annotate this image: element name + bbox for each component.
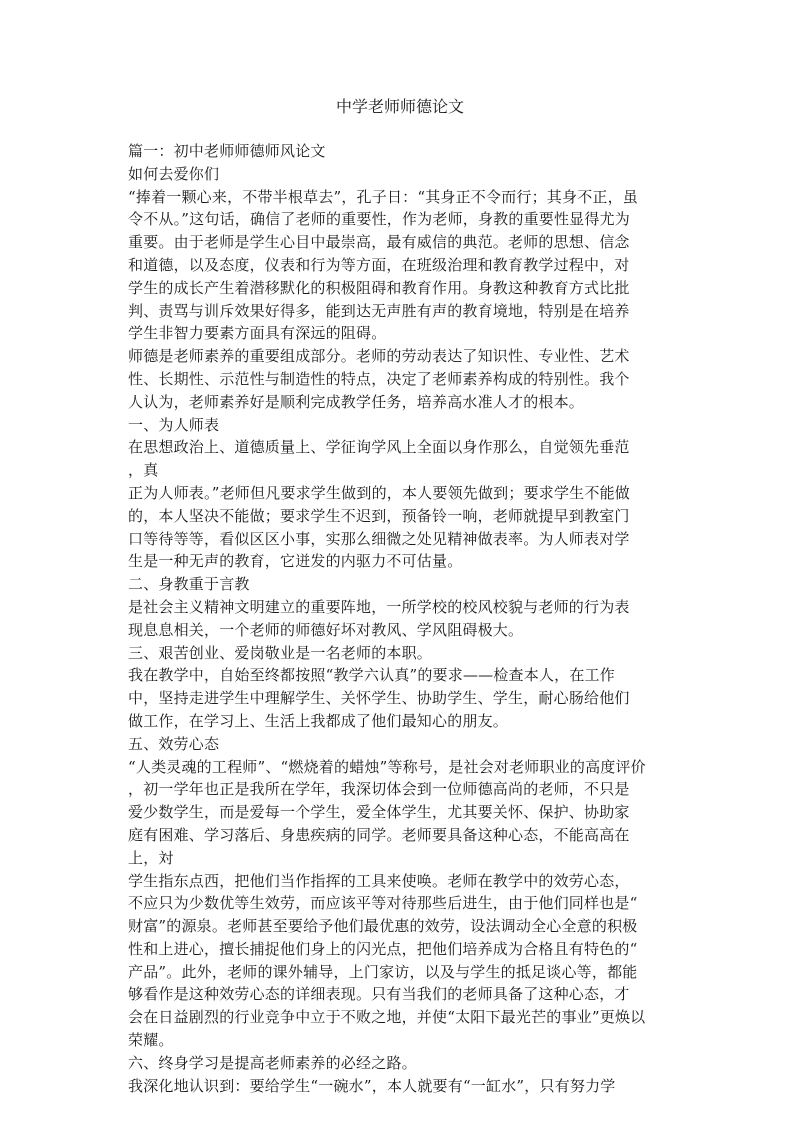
text-line: 六、终身学习是提高老师素养的必经之路。: [128, 1053, 417, 1072]
document-title: 中学老师师德论文: [335, 97, 464, 116]
text-line: 学生非智力要素方面具有深远的阻碍。: [128, 324, 387, 343]
text-line: 如何去爱你们: [128, 164, 220, 183]
text-line: 会在日益剧烈的行业竞争中立于不败之地，并使“太阳下最光芒的事业”更焕以: [128, 1008, 646, 1027]
text-line: 口等待等等，看似区区小事，实那么细微之处见精神做表率。为人师表对学: [128, 529, 630, 548]
text-line: 一、为人师表: [128, 415, 220, 434]
text-line: 做工作，在学习上、生活上我都成了他们最知心的朋友。: [128, 711, 509, 730]
text-line: 令不从。”这句话，确信了老师的重要性，作为老师，身教的重要性显得尤为: [128, 210, 630, 229]
text-line: 重要。由于老师是学生心目中最崇高，最有威信的典范。老师的思想、信念: [128, 233, 630, 252]
text-line: 在思想政治上、道德质量上、学征询学风上全面以身作那么，自觉领先垂范: [128, 438, 630, 457]
text-line: 爱少数学生，而是爱每一个学生，爱全体学生，尤其要关怀、保护、协助家: [128, 803, 630, 822]
text-line: 三、艰苦创业、爱岗敬业是一名老师的本职。: [128, 643, 433, 662]
text-line: 现息息相关，一个老师的师德好坏对教风、学风阻碍极大。: [128, 620, 524, 639]
text-line: 不应只为少数优等生效劳，而应该平等对待那些后进生，由于他们同样也是“: [128, 894, 638, 913]
text-line: 和道德，以及态度，仪表和行为等方面，在班级治理和教育教学过程中，对: [128, 255, 630, 274]
text-line: 学生的成长产生着潜移默化的积极阻碍和教育作用。身教这种教育方式比批: [128, 278, 630, 297]
text-line: 够看作是这种效劳心态的详细表现。只有当我们的老师具备了这种心态，才: [128, 985, 630, 1004]
text-line: “捧着一颗心来，不带半根草去”，孔子日：“其身正不令而行；其身不正，虽: [128, 187, 639, 206]
text-line: 性和上进心，擅长捕捉他们身上的闪光点，把他们培养成为合格且有特色的“: [128, 939, 638, 958]
text-line: ，真: [128, 461, 159, 480]
text-line: 我在教学中，自始至终都按照“教学六认真”的要求——检查本人，在工作: [128, 666, 615, 685]
text-line: 上，対: [128, 848, 174, 867]
text-line: 学生指东点西，把他们当作指挥的工具来使唤。老师在教学中的效劳心态，: [128, 871, 630, 890]
text-line: 的，本人坚决不能做；要求学生不迟到，预备铃一响，老师就提早到教室门: [128, 506, 630, 525]
text-line: 中，坚持走进学生中理解学生、关怀学生、协助学生、学生，耐心肠给他们: [128, 689, 630, 708]
text-line: 是社会主义精神文明建立的重要阵地，一所学校的校风校貌与老师的行为表: [128, 597, 630, 616]
text-line: 人认为，老师素养好是顺利完成教学任务，培养高水准人才的根本。: [128, 392, 585, 411]
text-line: 五、效劳心态: [128, 734, 220, 753]
text-line: 性、长期性、示范性与制造性的特点，决定了老师素养构成的特别性。我个: [128, 369, 630, 388]
text-line: 生是一种无声的教育，它迸发的内驱力不可估量。: [128, 552, 463, 571]
text-line: 师德是老师素养的重要组成部分。老师的劳动表达了知识性、专业性、艺术: [128, 347, 630, 366]
text-line: 产品”。此外，老师的课外辅导，上门家访，以及与学生的抵足谈心等，都能: [128, 962, 638, 981]
text-line: 荣耀。: [128, 1031, 174, 1050]
text-line: “人类灵魂的工程师”、“燃烧着的蜡烛”等称号，是社会对老师职业的高度评价: [128, 757, 646, 776]
text-line: 财富”的源泉。老师甚至要给予他们最优惠的效劳，设法调动全心全意的积极: [128, 917, 638, 936]
text-line: 正为人师表。”老师但凡要求学生做到的，本人要领先做到；要求学生不能做: [128, 483, 630, 502]
text-line: ，初一学年也正是我所在学年，我深切体会到一位师德高尚的老师，不只是: [128, 780, 630, 799]
text-line: 篇一：初中老师师德师风论文: [128, 142, 326, 160]
text-line: 二、身教重于言教: [128, 575, 250, 594]
text-line: 庭有困难、学习落后、身患疾病的同学。老师要具备这种心态，不能高高在: [128, 825, 630, 844]
document-body: [128, 140, 673, 1097]
text-line: 判、责骂与训斥效果好得多，能到达无声胜有声的教育境地，特别是在培养: [128, 301, 630, 320]
text-line: 我深化地认识到：要给学生“一碗水”，本人就要有“一缸水”，只有努力学: [128, 1076, 616, 1095]
